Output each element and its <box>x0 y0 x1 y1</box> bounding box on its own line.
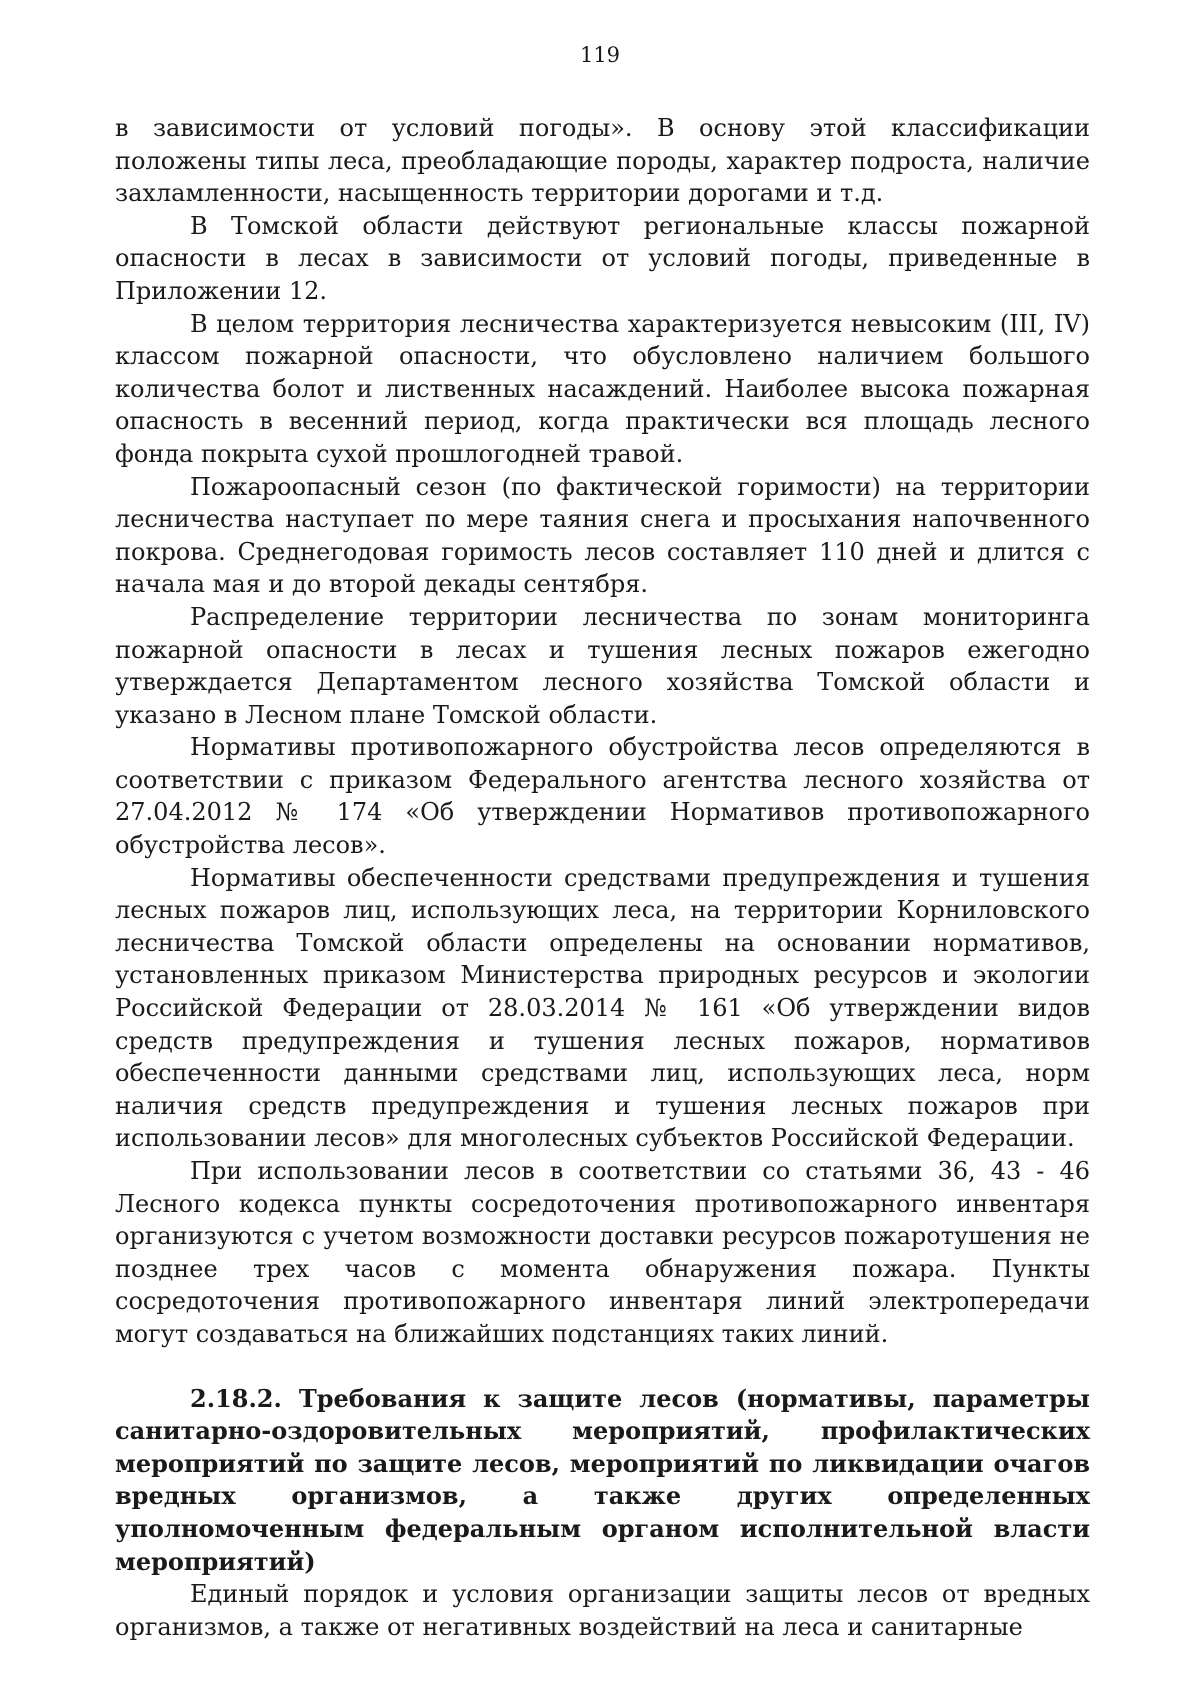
paragraph-continuation: в зависимости от условий погоды». В основу этой классификации положены типы леса, преобладающие породы, характер подроста, наличие захламленности, насыщенность территории дорогами и т.д. <box>115 114 1090 208</box>
paragraph-fire-classes: В Томской области действуют региональные классы пожарной опасности в лесах в зависимости от условий погоды, приведенные в Приложении 12. <box>115 211 1090 305</box>
document-body <box>115 112 1090 1643</box>
section-heading: 2.18.2. Требования к защите лесов (нормативы, параметры санитарно-оздоровительных мероприятий, профилактических мероприятий по защите лесов, мероприятий по ликвидации очагов вредных организмов, а также других определенных уполномоченным федеральным органом исполнительной власти мероприятий) <box>115 1383 1090 1576</box>
paragraph-protection-order: Единый порядок и условия организации защиты лесов от вредных организмов, а также от негативных воздействий на леса и санитарные <box>115 1580 1090 1641</box>
paragraph-fire-standards: Нормативы противопожарного обустройства лесов определяются в соответствии с приказом Федерального агентства лесного хозяйства от 27.04.2012 № 174 «Об утверждении Нормативов противопожарного обустройства лесов». <box>115 733 1090 860</box>
paragraph-fire-season: Пожароопасный сезон (по фактической горимости) на территории лесничества наступает по мере таяния снега и просыхания напочвенного покрова. Среднегодовая горимость лесов составляет 110 дней и длится с начала мая и до второй декады сентября. <box>115 472 1090 599</box>
page-number: 119 <box>579 43 621 67</box>
paragraph-equipment-standards: Нормативы обеспеченности средствами предупреждения и тушения лесных пожаров лиц, использующих леса, на территории Корниловского лесничества Томской области определены на основании нормативов, установленных приказом Министерства природных ресурсов и экологии Российской Федерации от 28.03.2014 № 161 «Об утверждении видов средств предупреждения и тушения лесных пожаров, нормативов обеспеченности данными средствами лиц, использующих леса, норм наличия средств предупреждения и тушения лесных пожаров при использовании лесов» для многолесных субъектов Российской Федерации. <box>115 863 1090 1153</box>
paragraph-equipment-points: При использовании лесов в соответствии со статьями 36, 43 - 46 Лесного кодекса пункты сосредоточения противопожарного инвентаря организуются с учетом возможности доставки ресурсов пожаротушения не позднее трех часов с момента обнаружения пожара. Пункты сосредоточения противопожарного инвентаря линий электропередачи могут создаваться на ближайших подстанциях таких линий. <box>115 1157 1090 1348</box>
paragraph-monitoring-zones: Распределение территории лесничества по зонам мониторинга пожарной опасности в лесах и тушения лесных пожаров ежегодно утверждается Департаментом лесного хозяйства Томской области и указано в Лесном плане Томской области. <box>115 602 1090 729</box>
paragraph-fire-danger: В целом территория лесничества характеризуется невысоким (III, IV) классом пожарной опасности, что обусловлено наличием большого количества болот и лиственных насаждений. Наиболее высока пожарная опасность в весенний период, когда практически вся площадь лесного фонда покрыта сухой прошлогодней травой. <box>115 309 1090 468</box>
